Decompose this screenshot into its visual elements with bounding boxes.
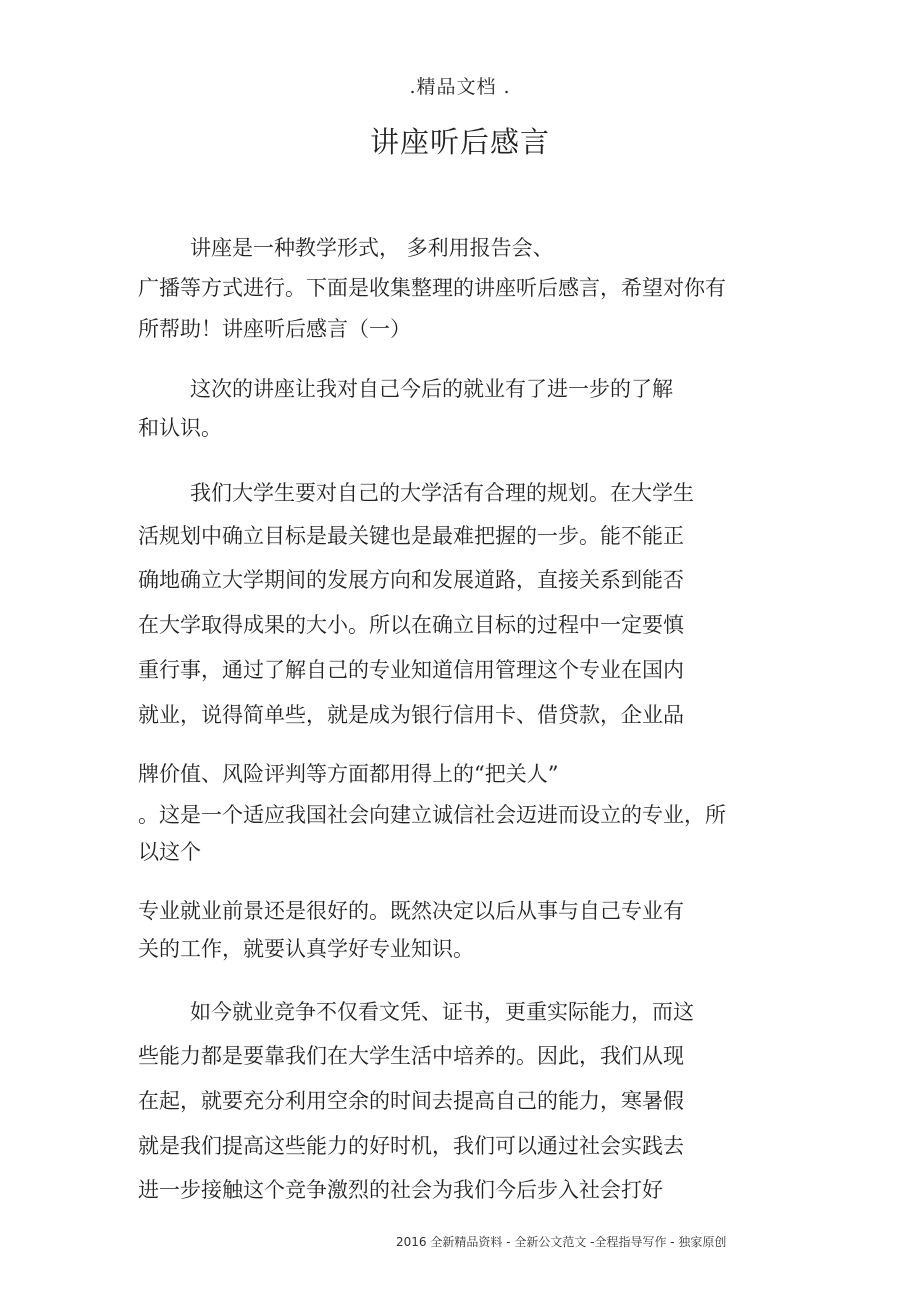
body-line: 在大学取得成果的大小。所以在确立目标的过程中一定要慎: [138, 613, 684, 637]
body-line: 如今就业竞争不仅看文凭、证书，更重实际能力，而这: [190, 1000, 694, 1024]
body-line: 关的工作，就要认真学好专业知识。: [138, 937, 474, 961]
body-line: 确地确立大学期间的发展方向和发展道路，直接关系到能否: [138, 568, 684, 592]
body-line: 。这是一个适应我国社会向建立诚信社会迈进而设立的专业，所: [138, 803, 726, 827]
body-line: 我们大学生要对自己的大学活有合理的规划。在大学生: [190, 481, 694, 505]
body-line: 进一步接触这个竞争激烈的社会为我们今后步入社会打好: [138, 1178, 663, 1202]
document-title: 讲座听后感言: [369, 125, 550, 159]
body-line: 广播等方式进行。下面是收集整理的讲座听后感言，希望对你有: [138, 276, 726, 300]
page-footer: 2016 全新精品资料 - 全新公文范文 -全程指导写作 - 独家原创: [396, 1235, 727, 1249]
header-label: .精品文档 .: [409, 76, 511, 98]
body-line: 牌价值、风险评判等方面都用得上的“把关人”: [138, 762, 559, 786]
body-line: 就是我们提高这些能力的好时机，我们可以通过社会实践去: [138, 1134, 684, 1158]
body-line: 这次的讲座让我对自己今后的就业有了进一步的了解: [190, 377, 673, 401]
body-line: 就业，说得简单些，就是成为银行信用卡、借贷款，企业品: [138, 703, 684, 727]
body-line: 些能力都是要靠我们在大学生活中培养的。因此，我们从现: [138, 1044, 684, 1068]
body-line: 重行事，通过了解自己的专业知道信用管理这个专业在国内: [138, 658, 684, 682]
body-line: 讲座是一种教学形式， 多利用报告会、: [190, 236, 554, 260]
body-line: 所帮助！讲座听后感言（一）: [138, 317, 411, 341]
body-line: 在起，就要充分利用空余的时间去提高自己的能力，寒暑假: [138, 1089, 684, 1113]
body-line: 活规划中确立目标是最关键也是最难把握的一步。能不能正: [138, 524, 684, 548]
body-line: 以这个: [138, 840, 201, 864]
body-line: 和认识。: [138, 416, 222, 440]
body-line: 专业就业前景还是很好的。既然决定以后从事与自己专业有: [138, 899, 684, 923]
